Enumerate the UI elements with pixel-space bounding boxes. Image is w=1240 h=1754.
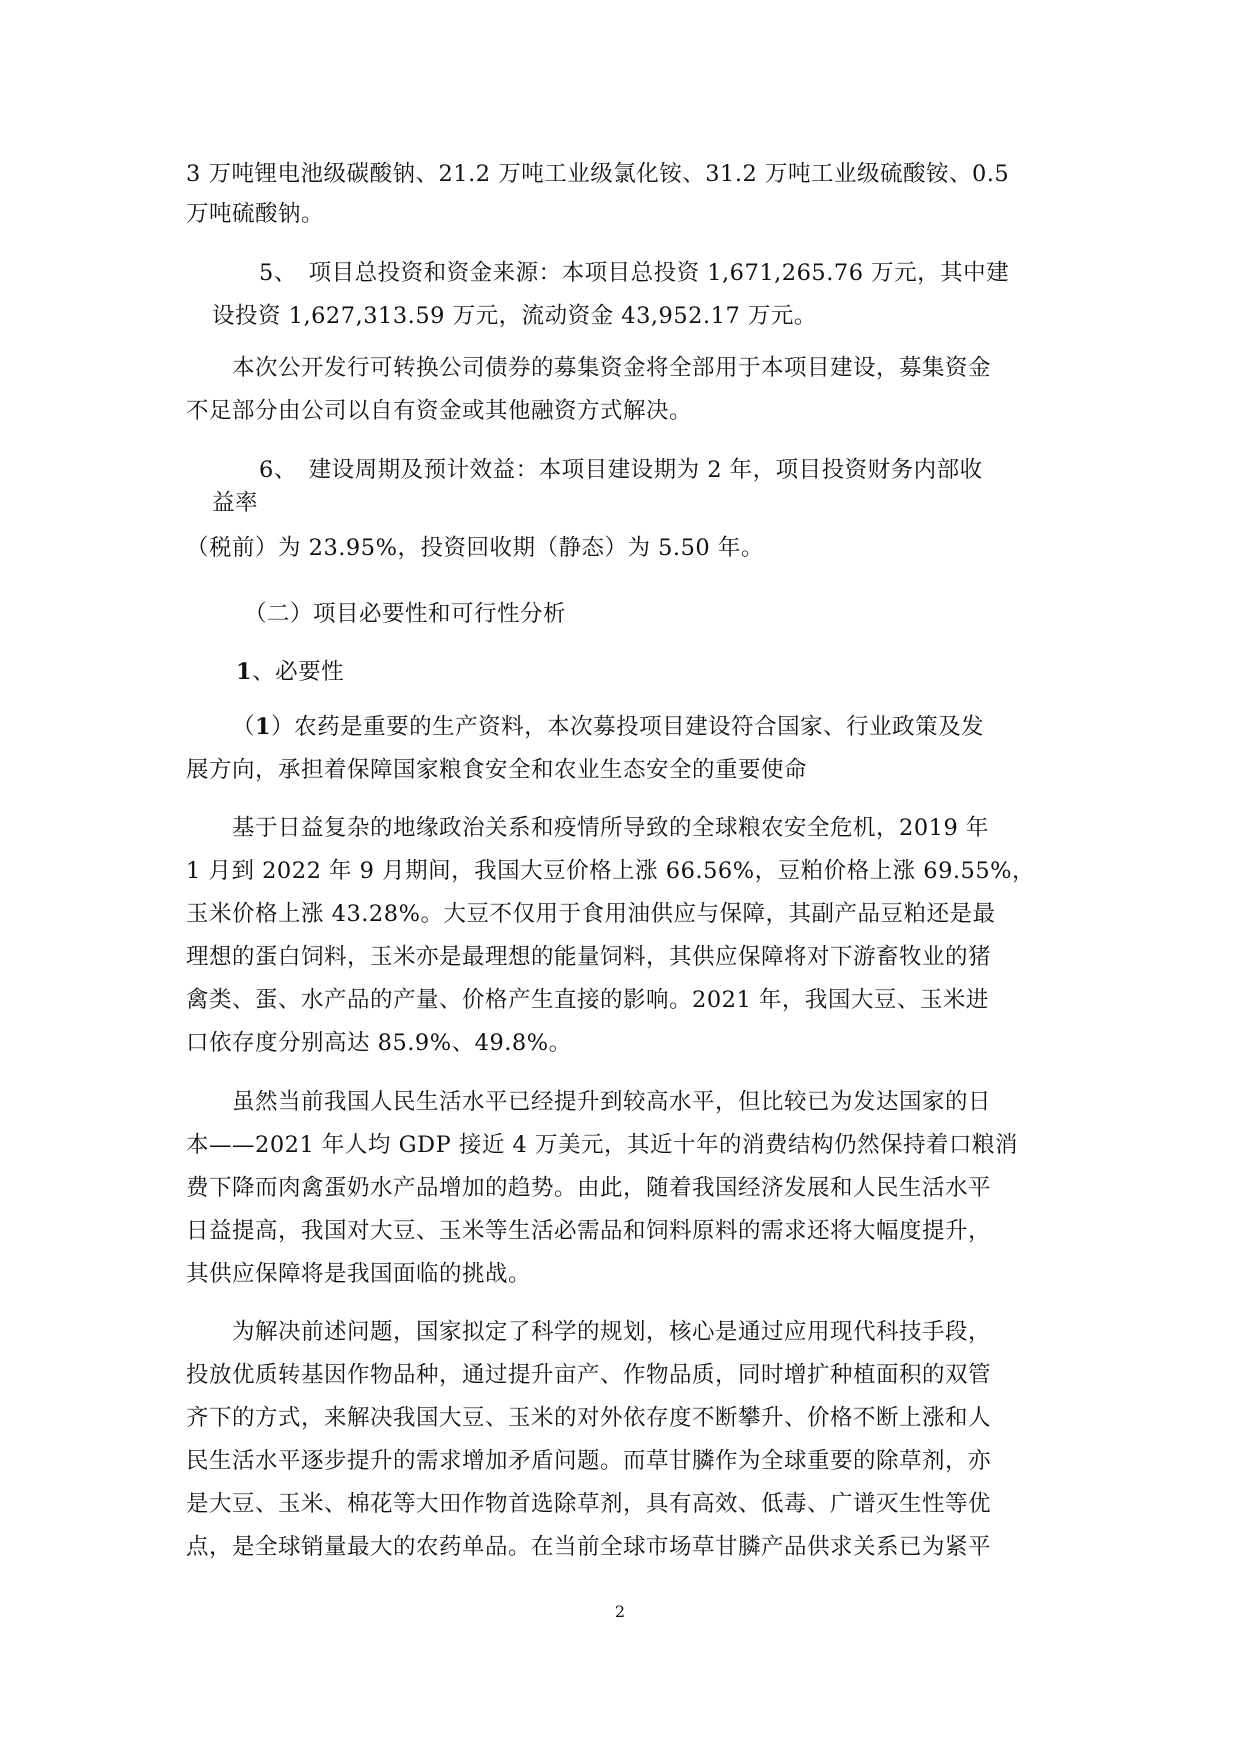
subheading-number: 1 — [236, 659, 253, 685]
text-line: 不足部分由公司以自有资金或其他融资方式解决。 — [186, 398, 693, 424]
paragraph-start: 虽然当前我国人民生活水平已经提升到较高水平，但比较已为发达国家的日 — [232, 1089, 992, 1115]
text-line: 日益提高，我国对大豆、玉米等生活必需品和饲料原料的需求还将大幅度提升， — [186, 1218, 992, 1244]
text-line: 展方向，承担着保障国家粮食安全和农业生态安全的重要使命 — [186, 757, 808, 783]
text-line: 其供应保障将是我国面临的挑战。 — [186, 1261, 532, 1287]
text-line: 益率 — [212, 490, 259, 516]
text-line: 点，是全球销量最大的农药单品。在当前全球市场草甘膦产品供求关系已为紧平 — [186, 1534, 992, 1560]
sub-subheading-text: ）农药是重要的生产资料，本次募投项目建设符合国家、行业政策及发 — [271, 714, 985, 740]
text-line: 设投资 1,627,313.59 万元，流动资金 43,952.17 万元。 — [212, 303, 817, 329]
sub-subheading — [232, 707, 984, 747]
text-line: 玉米价格上涨 43.28%。大豆不仅用于食用油供应与保障，其副产品豆粕还是最 — [186, 901, 996, 927]
text-line: 万吨硫酸钠。 — [186, 201, 325, 227]
text-line: 理想的蛋白饲料，玉米亦是最理想的能量饲料，其供应保障将对下游畜牧业的猪 — [186, 944, 992, 970]
text-line: 1 月到 2022 年 9 月期间，我国大豆价格上涨 66.56%，豆粕价格上涨 69.55%， — [186, 858, 1036, 884]
subheading — [236, 652, 344, 692]
list-item-5: 5、 项目总投资和资金来源：本项目总投资 1,671,265.76 万元，其中建 — [259, 260, 1010, 286]
text-line: 民生活水平逐步提升的需求增加矛盾问题。而草甘膦作为全球重要的除草剂，亦 — [186, 1448, 992, 1474]
text-line: 齐下的方式，来解决我国大豆、玉米的对外依存度不断攀升、价格不断上涨和人 — [186, 1405, 992, 1431]
sub-subheading-number: 1 — [255, 714, 272, 740]
text-line: 本——2021 年人均 GDP 接近 4 万美元，其近十年的消费结构仍然保持着口粮消 — [186, 1132, 1018, 1158]
list-item-6: 6、 建设周期及预计效益：本项目建设期为 2 年，项目投资财务内部收 — [259, 457, 983, 483]
text-line: 3 万吨锂电池级碳酸钠、21.2 万吨工业级氯化铵、31.2 万吨工业级硫酸铵、0.5 — [186, 161, 1010, 187]
text-line: 禽类、蛋、水产品的产量、价格产生直接的影响。2021 年，我国大豆、玉米进 — [186, 987, 989, 1013]
section-heading: （二）项目必要性和可行性分析 — [244, 601, 567, 627]
text-line: （税前）为 23.95%，投资回收期（静态）为 5.50 年。 — [186, 535, 764, 561]
paragraph-start: 基于日益复杂的地缘政治关系和疫情所导致的全球粮农安全危机，2019 年 — [232, 815, 989, 841]
paragraph-start: 为解决前述问题，国家拟定了科学的规划，核心是通过应用现代科技手段， — [232, 1319, 992, 1345]
text-line: 口依存度分别高达 85.9%、49.8%。 — [186, 1030, 572, 1056]
paragraph-start: 本次公开发行可转换公司债券的募集资金将全部用于本项目建设，募集资金 — [232, 355, 992, 381]
text-line: 投放优质转基因作物品种，通过提升亩产、作物品质，同时增扩种植面积的双管 — [186, 1362, 992, 1388]
paren-open: （ — [232, 714, 256, 740]
subheading-text: 、必要性 — [252, 659, 345, 685]
text-line: 是大豆、玉米、棉花等大田作物首选除草剂，具有高效、低毒、广谱灭生性等优 — [186, 1491, 992, 1517]
page-number: 2 — [614, 1602, 626, 1621]
text-line: 费下降而肉禽蛋奶水产品增加的趋势。由此，随着我国经济发展和人民生活水平 — [186, 1175, 992, 1201]
